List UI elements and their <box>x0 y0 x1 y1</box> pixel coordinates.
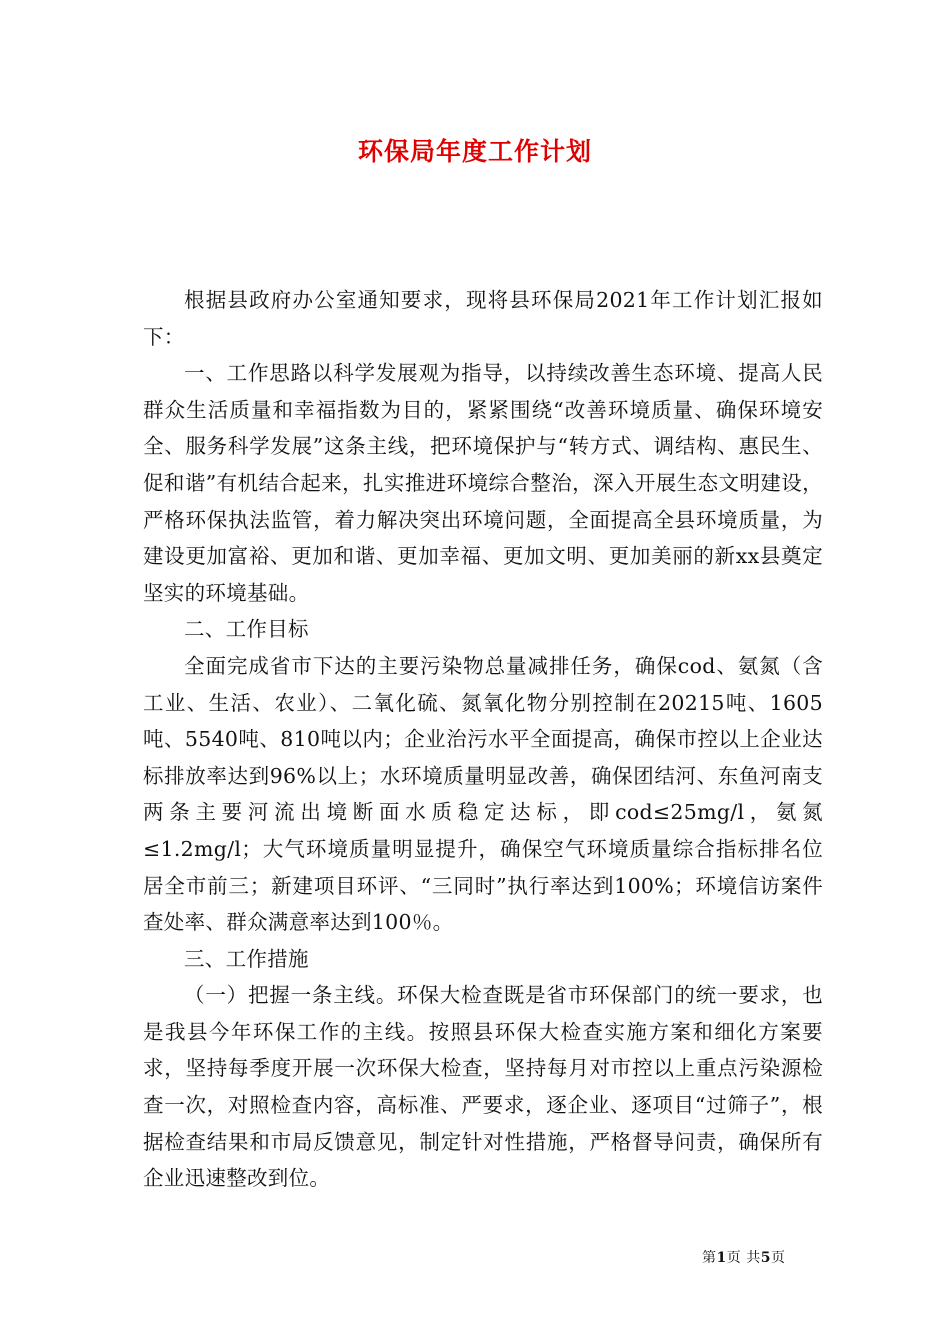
heading-work-measures: 三、工作措施 <box>184 946 309 971</box>
heading-work-goals: 二、工作目标 <box>184 617 309 642</box>
paragraph-measure-one: （一）把握一条主线。环保大检查既是省市环保部门的统一要求，也是我县今年环保工作的主线。按照县环保大检查实施方案和细化方案要求，坚持每季度开展一次环保大检查，坚持每月对市控以上重点污染源检查一次，对照检查内容，高标准、严要求，逐企业、逐项目“过筛子”，根据检查结果和市局反馈意见，制定针对性措施，严格督导问责，确保所有企业迅速整改到位。 <box>143 983 823 1191</box>
paragraph-work-ideas: 一、工作思路以科学发展观为指导，以持续改善生态环境、提高人民群众生活质量和幸福指数为目的，紧紧围绕“改善环境质量、确保环境安全、服务科学发展”这条主线，把环境保护与“转方式、调结构、惠民生、促和谐”有机结合起来，扎实推进环境综合整治，深入开展生态文明建设，严格环保执法监管，着力解决突出环境问题，全面提高全县环境质量，为建设更加富裕、更加和谐、更加幸福、更加文明、更加美丽的新xx县奠定坚实的环境基础。 <box>143 361 823 605</box>
paragraph-intro: 根据县政府办公室通知要求，现将县环保局2021年工作计划汇报如下： <box>143 288 823 349</box>
footer-prefix: 第 <box>702 1250 717 1266</box>
paragraph-work-goals: 全面完成省市下达的主要污染物总量减排任务，确保cod、氨氮（含工业、生活、农业）、二氧化硫、氮氧化物分别控制在20215吨、1605吨、5540吨、810吨以内；企业治污水平全面提高，确保市控以上企业达标排放率达到96%以上；水环境质量明显改善，确保团结河、东鱼河南支两条主要河流出境断面水质稳定达标，即cod≤25mg/l，氨氮≤1.2mg/l；大气环境质量明显提升，确保空气环境质量综合指标排名位居全市前三；新建项目环评、“三同时”执行率达到100%；环境信访案件查处率、群众满意率达到100％。 <box>143 653 823 935</box>
document-title: 环保局年度工作计划 <box>357 137 592 166</box>
document-body <box>143 282 823 1197</box>
footer-suffix: 页 <box>770 1250 786 1266</box>
footer-middle: 页 共 <box>726 1250 761 1266</box>
page-number-footer <box>702 1247 785 1267</box>
footer-total-pages: 5 <box>760 1250 771 1266</box>
footer-current-page: 1 <box>716 1250 727 1266</box>
